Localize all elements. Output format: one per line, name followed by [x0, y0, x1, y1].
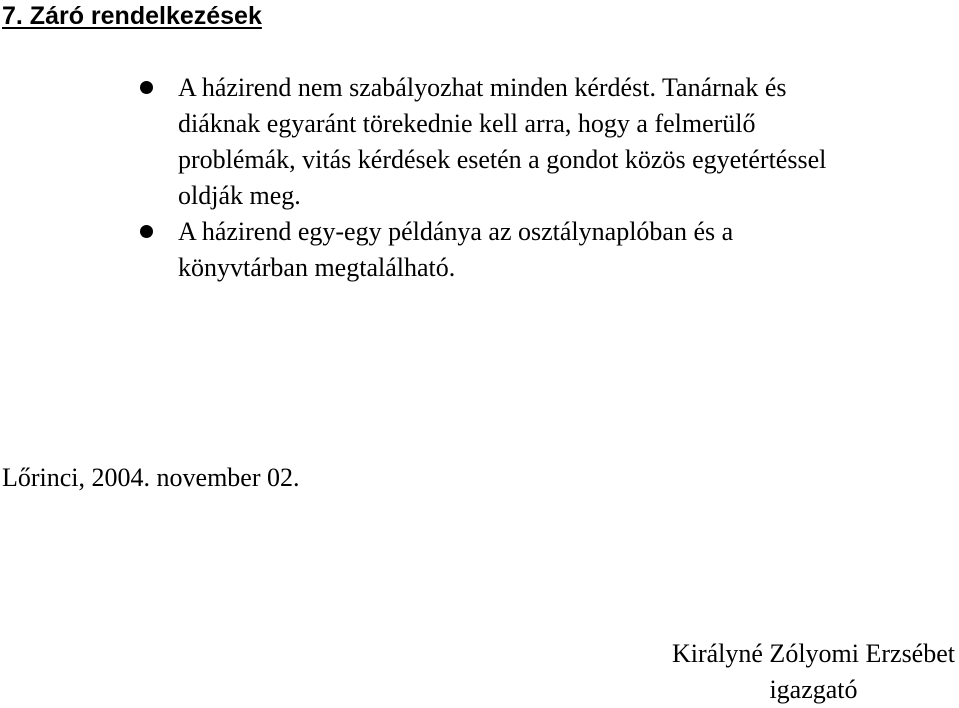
signatory-title: igazgató [769, 675, 858, 704]
text-line: oldják meg. [178, 181, 301, 210]
bullet-dot-icon [140, 225, 153, 238]
bullet-item [0, 70, 938, 214]
text-line: problémák, vitás kérdések esetén a gondot közös egyetértéssel [178, 145, 827, 174]
text-line: könyvtárban megtalálható. [178, 253, 456, 282]
bullet-dot-icon [140, 81, 153, 94]
bullet-item [0, 214, 938, 286]
place-date: Lőrinci, 2004. november 02. [2, 463, 300, 492]
signature-block [672, 636, 955, 708]
bullet-list [0, 70, 959, 286]
section-heading: 7. Záró rendelkezések [2, 2, 262, 30]
text-line: A házirend egy-egy példánya az osztálynaplóban és a [178, 217, 734, 246]
text-line: A házirend nem szabályozhat minden kérdést. Tanárnak és [178, 73, 787, 102]
text-line: diáknak egyaránt törekednie kell arra, hogy a felmerülő [178, 109, 756, 138]
signatory-name: Királyné Zólyomi Erzsébet [671, 639, 955, 668]
